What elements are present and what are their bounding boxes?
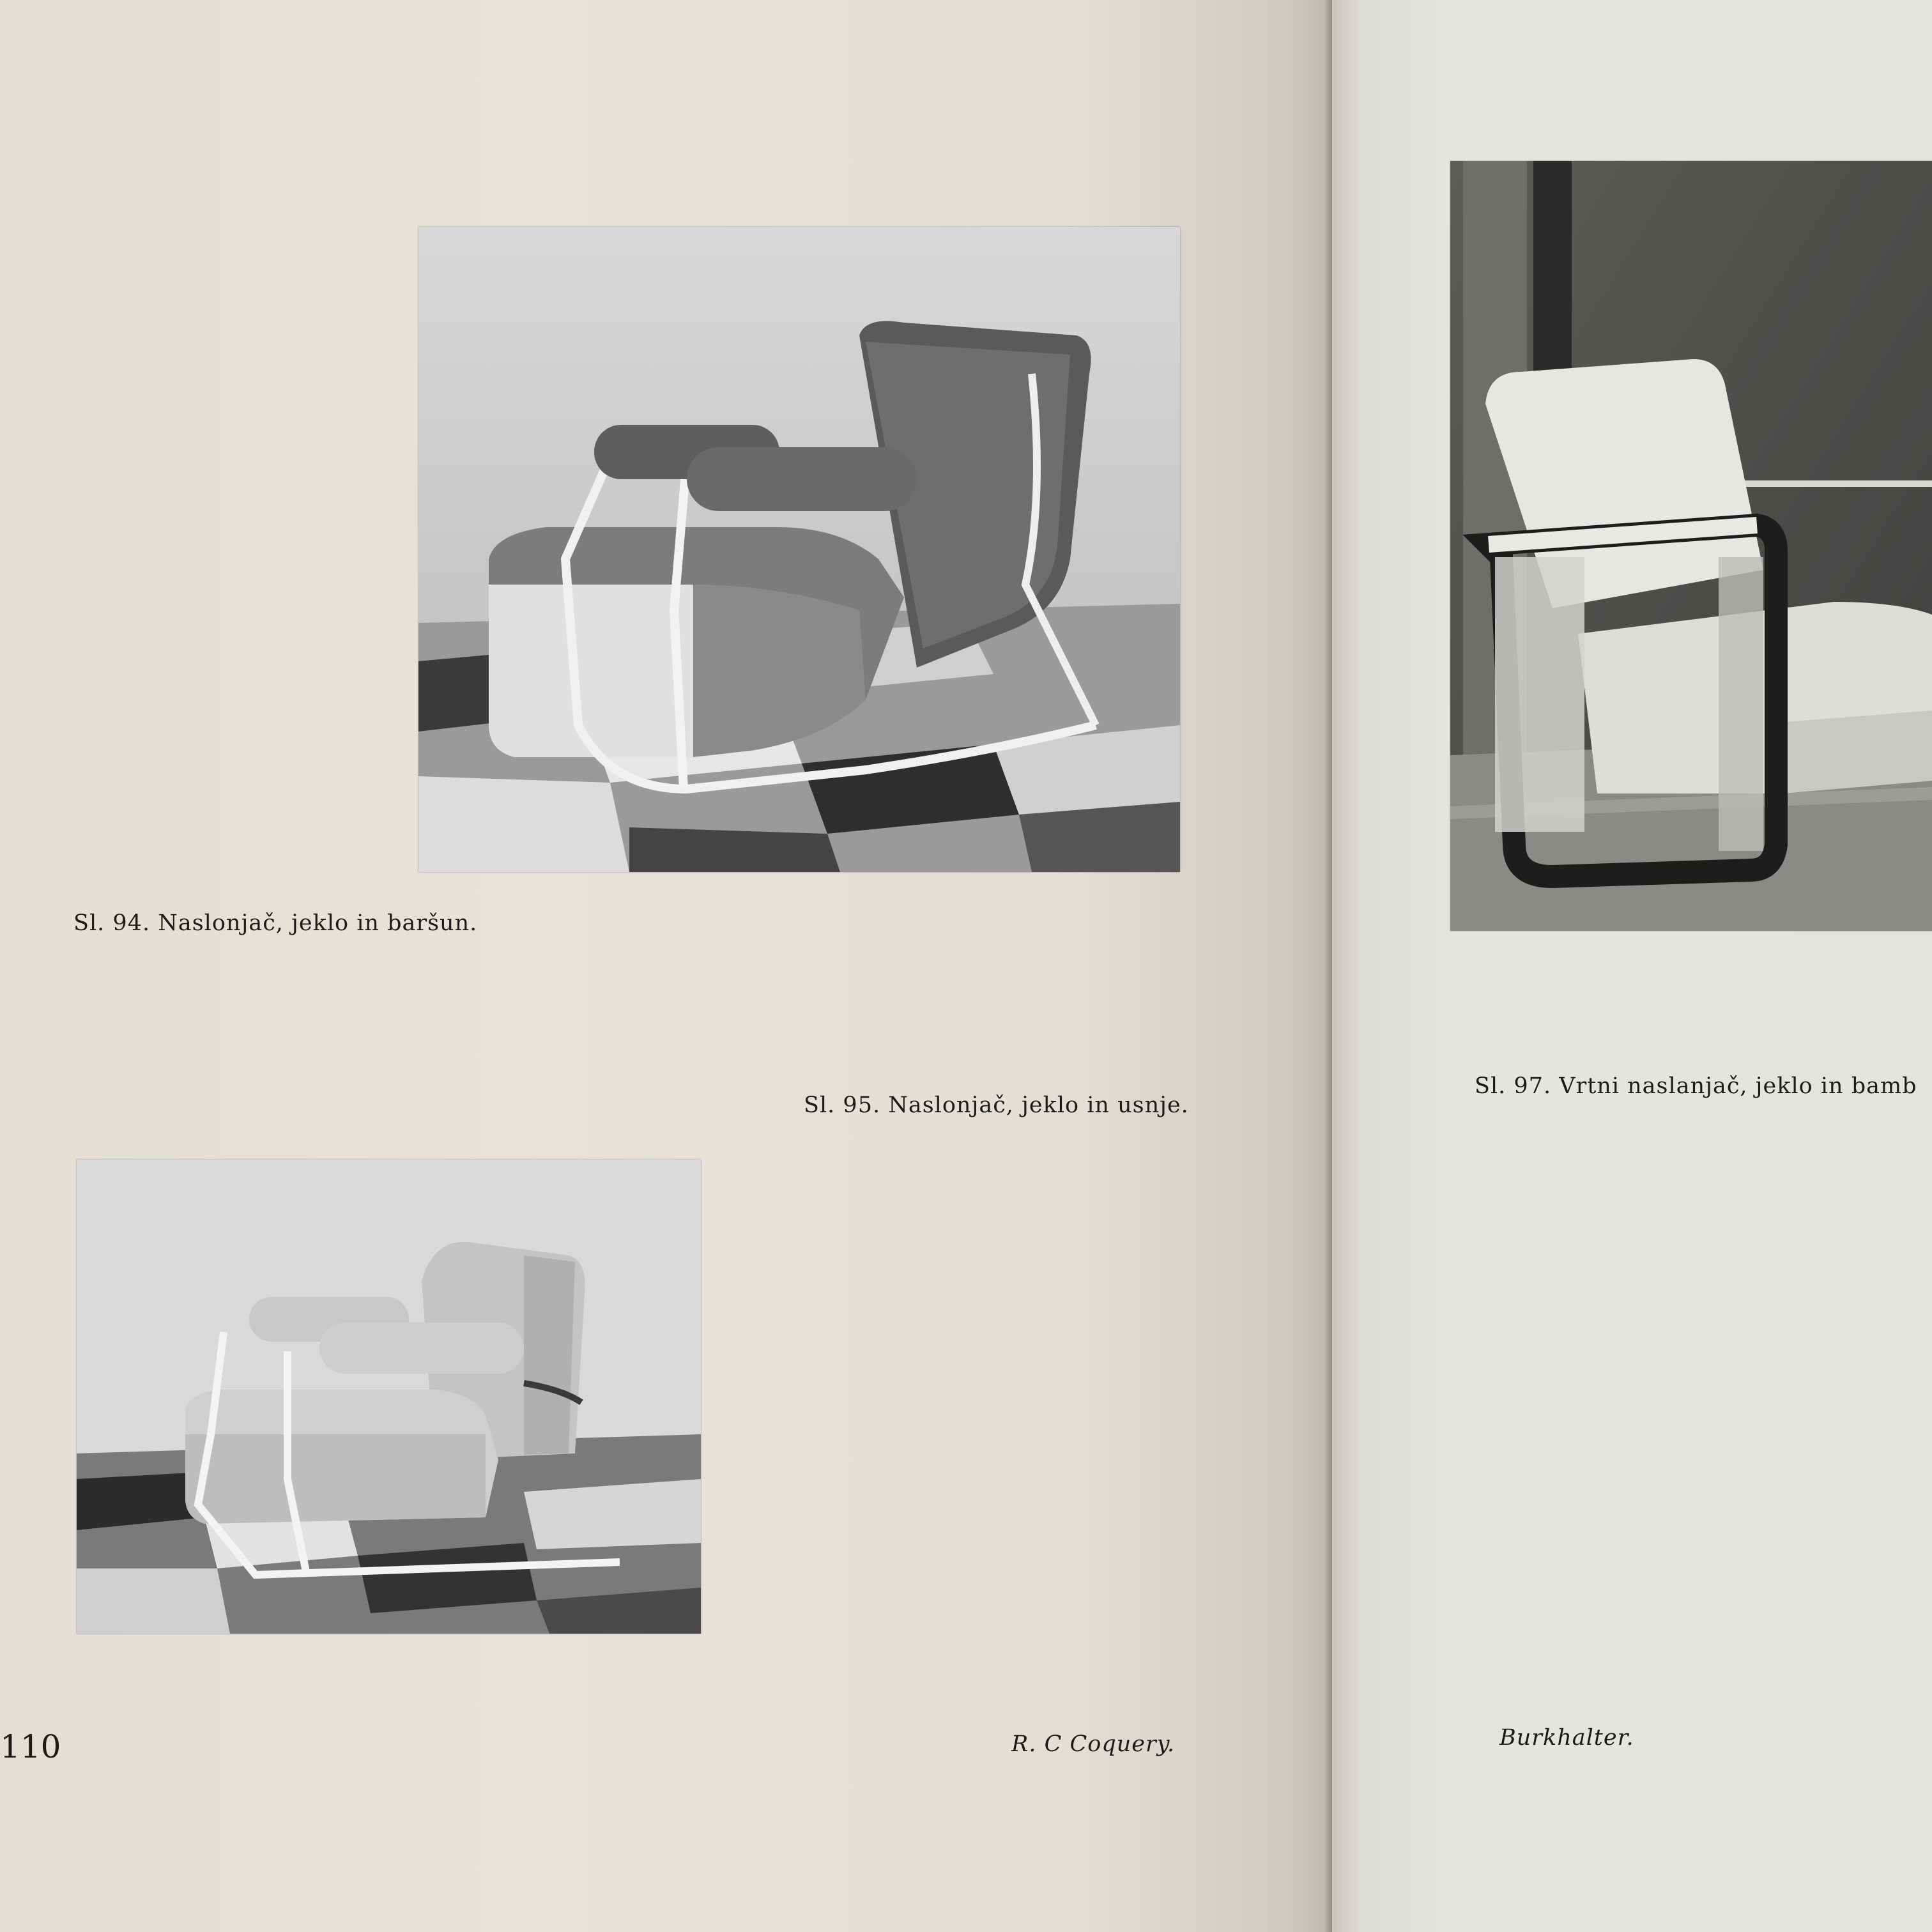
armchair-velvet-photo (418, 227, 1180, 872)
figure-94-caption: Sl. 94. Naslonjač, jeklo in baršun. (73, 910, 478, 936)
armchair-velvet-image (418, 227, 1180, 872)
figure-97-caption: Sl. 97. Vrtni naslanjač, jeklo in bamb (1475, 1073, 1917, 1099)
garden-armchair-image (1450, 161, 1932, 931)
page-number: 110 (0, 1728, 61, 1765)
photo-credit-left: R. C Coquery. (1011, 1731, 1176, 1757)
figure-95-caption: Sl. 95. Naslonjač, jeklo in usnje. (804, 1092, 1189, 1118)
armchair-leather-image (77, 1160, 701, 1634)
garden-armchair-photo (1450, 161, 1932, 931)
armchair-leather-photo (77, 1160, 701, 1634)
photo-credit-right: Burkhalter. (1499, 1725, 1634, 1751)
